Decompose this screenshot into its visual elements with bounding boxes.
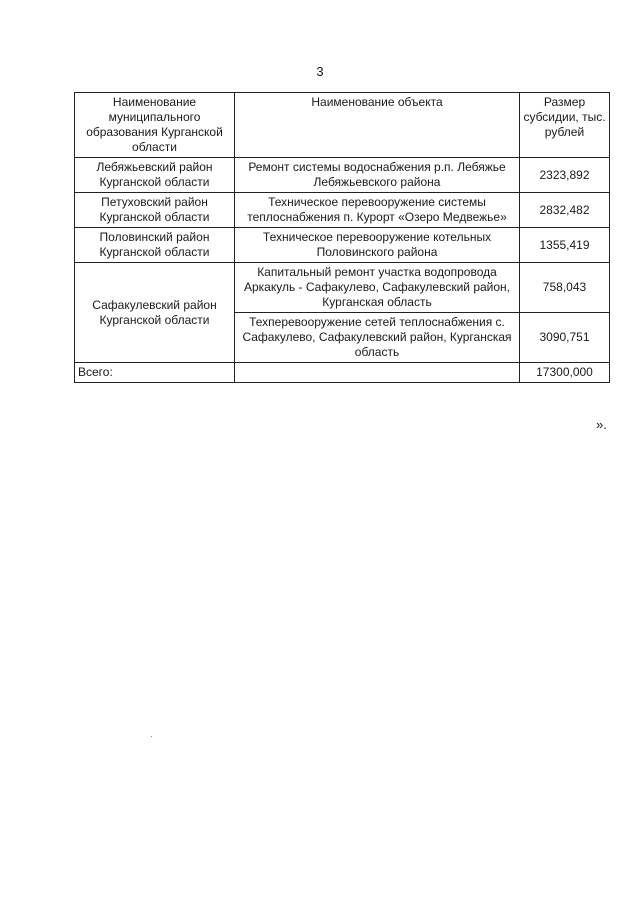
municipality-cell: Лебяжьевский район Курганской области: [75, 158, 235, 193]
municipality-cell: Сафакулевский район Курганской области: [75, 263, 235, 363]
object-cell: Ремонт системы водоснабжения р.п. Лебяжье Лебяжьевского района: [235, 158, 520, 193]
table-row: [75, 263, 610, 313]
amount-cell: 758,043: [520, 263, 610, 313]
table-header-row: [75, 93, 610, 158]
object-cell: Техническое перевооружение системы теплоснабжения п. Курорт «Озеро Медвежье»: [235, 193, 520, 228]
object-cell: Техперевооружение сетей теплоснабжения с. Сафакулево, Сафакулевский район, Курганская область: [235, 313, 520, 363]
closing-quote-mark: ».: [596, 417, 607, 432]
page-number: 3: [316, 64, 324, 79]
amount-cell: 1355,419: [520, 228, 610, 263]
header-municipality: Наименование муниципального образования Курганской области: [75, 93, 235, 158]
total-row: [75, 363, 610, 383]
municipality-cell: Петуховский район Курганской области: [75, 193, 235, 228]
scan-speck: [151, 736, 152, 737]
header-object: Наименование объекта: [235, 93, 520, 158]
total-amount: 17300,000: [520, 363, 610, 383]
subsidy-table: [74, 92, 610, 383]
header-amount: Размер субсидии, тыс. рублей: [520, 93, 610, 158]
amount-cell: 3090,751: [520, 313, 610, 363]
total-label: Всего:: [75, 363, 235, 383]
object-cell: Техническое перевооружение котельных Половинского района: [235, 228, 520, 263]
municipality-cell: Половинский район Курганской области: [75, 228, 235, 263]
total-empty-cell: [235, 363, 520, 383]
amount-cell: 2323,892: [520, 158, 610, 193]
amount-cell: 2832,482: [520, 193, 610, 228]
table-row: [75, 228, 610, 263]
table-row: [75, 193, 610, 228]
object-cell: Капитальный ремонт участка водопровода Аркакуль - Сафакулево, Сафакулевский район, Курганская область: [235, 263, 520, 313]
table-row: [75, 158, 610, 193]
